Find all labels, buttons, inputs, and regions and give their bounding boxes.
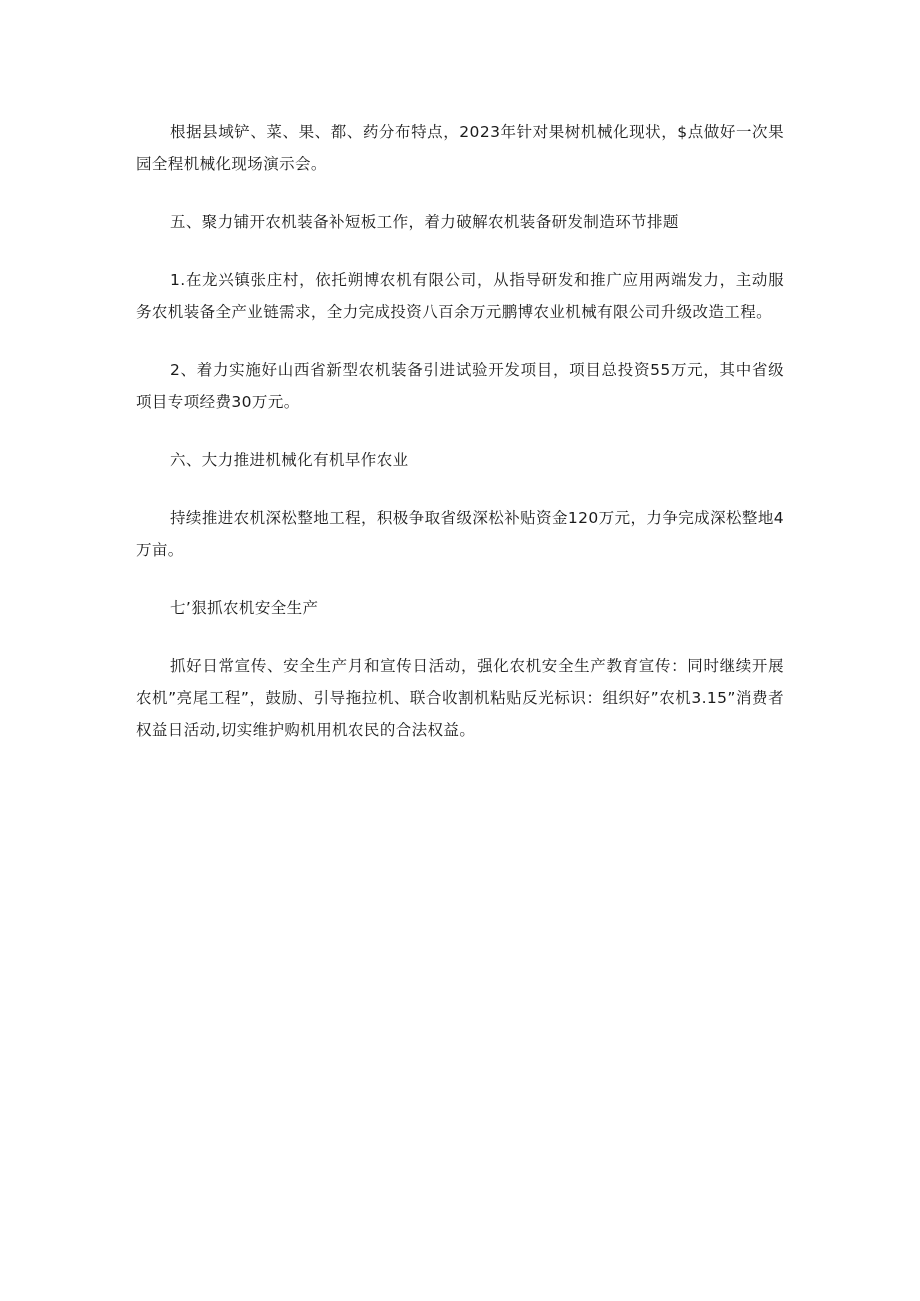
paragraph-item-1: 1.在龙兴镇张庄村，依托朔博农机有限公司，从指导研发和推广应用两端发力，主动服务农机装备全产业链需求，全力完成投资八百余万元鹏博农业机械有限公司升级改造工程。 [136,271,784,321]
paragraph-deep-tillage: 持续推进农机深松整地工程，积极争取省级深松补贴资金120万元，力争完成深松整地4万亩。 [136,509,784,559]
paragraph-item-2: 2、着力实施好山西省新型农机装备引进试验开发项目，项目总投资55万元，其中省级项目专项经费30万元。 [136,361,784,411]
section-heading-5: 五、聚力铺开农机装备补短板工作，着力破解农机装备研发制造环节排题 [170,213,679,231]
section-heading-7: 七’狠抓农机安全生产 [170,599,319,617]
document-body [136,116,784,772]
paragraph-fruit-demo: 根据县域铲、菜、果、都、药分布特点，2023年针对果树机械化现状，$点做好一次果园全程机械化现场演示会。 [136,123,784,173]
paragraph-safety: 抓好日常宣传、安全生产月和宣传日活动，强化农机安全生产教育宣传：同时继续开展农机”亮尾工程”，鼓励、引导拖拉机、联合收割机粘贴反光标识：组织好”农机3.15”消费者权益日活动,切实维护购机用机农民的合法权益。 [136,657,784,739]
section-heading-6: 六、大力推进机械化有机早作农业 [170,451,409,469]
